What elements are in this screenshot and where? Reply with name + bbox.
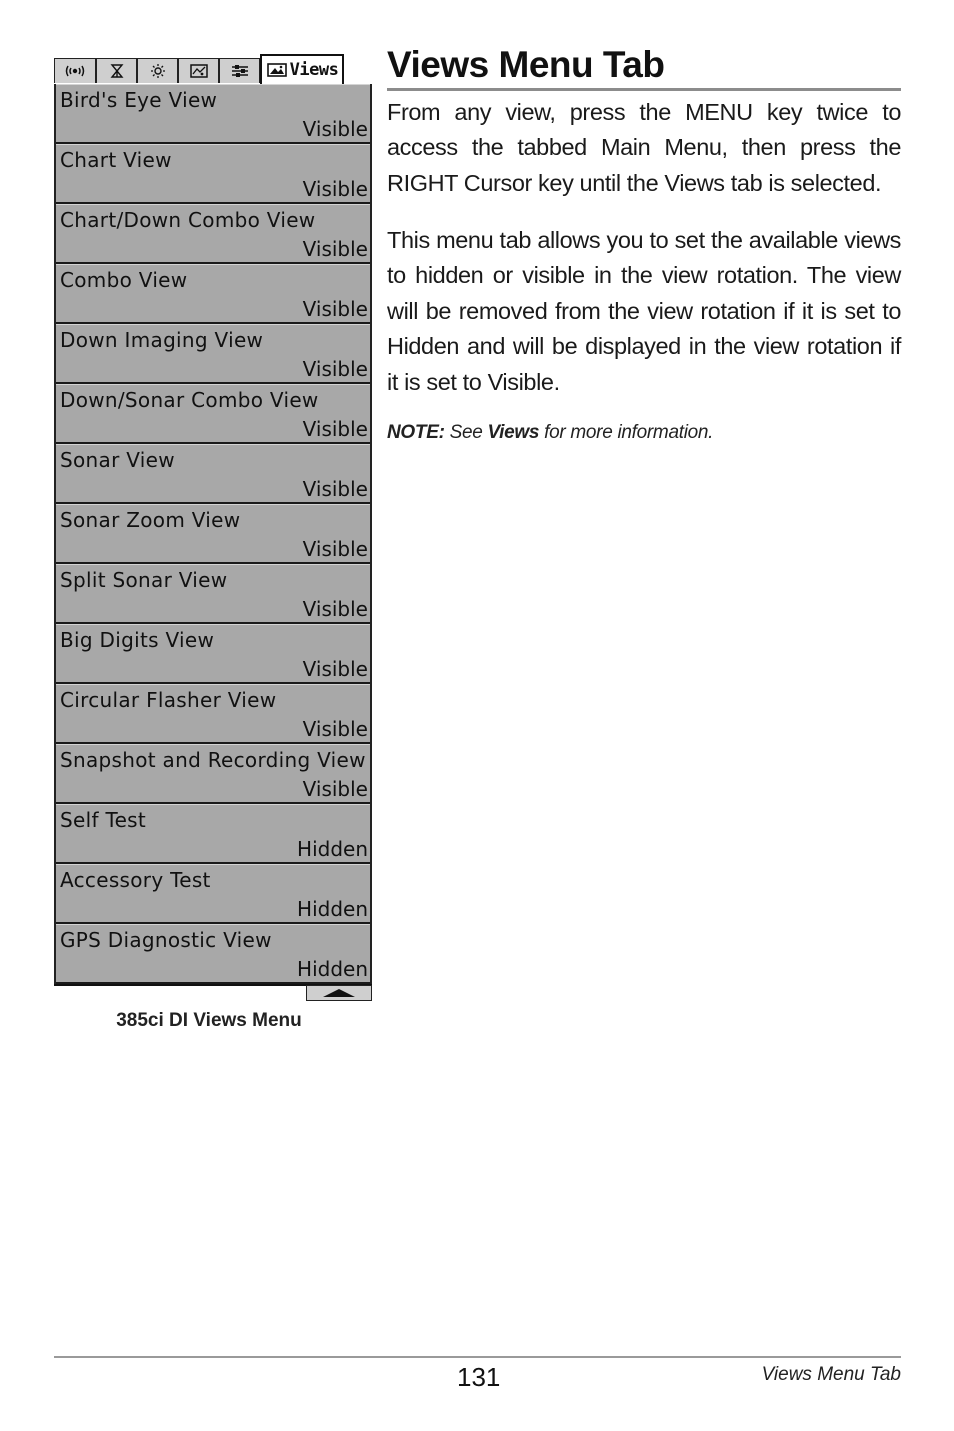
menu-item-down-imaging-view[interactable] <box>56 324 370 384</box>
menu-item-state[interactable]: Hidden <box>297 897 368 921</box>
note-reference: Views <box>487 422 540 443</box>
tab-navigation[interactable] <box>96 58 137 83</box>
menu-item-name: Split Sonar View <box>60 568 228 592</box>
sun-icon <box>147 63 169 79</box>
menu-item-state[interactable]: Visible <box>302 117 368 141</box>
menu-item-state[interactable]: Visible <box>302 357 368 381</box>
menu-item-name: GPS Diagnostic View <box>60 928 272 952</box>
menu-item-state[interactable]: Hidden <box>297 837 368 861</box>
views-menu-screenshot <box>54 54 372 1002</box>
menu-item-name: Bird's Eye View <box>60 88 218 112</box>
menu-item-sonar-view[interactable] <box>56 444 370 504</box>
page-number: 131 <box>457 1362 501 1392</box>
menu-item-down-sonar-combo-view[interactable] <box>56 384 370 444</box>
menu-item-sonar-zoom-view[interactable] <box>56 504 370 564</box>
running-head: Views Menu Tab <box>761 1364 901 1385</box>
menu-item-state[interactable]: Visible <box>302 237 368 261</box>
menu-tab-bar <box>54 54 372 84</box>
intro-paragraph: From any view, press the MENU key twice to access the tabbed Main Menu, then press the RIGHT Cursor key until the Views tab is selected. <box>387 99 901 196</box>
tab-chart[interactable] <box>178 58 219 83</box>
menu-item-name: Down/Sonar Combo View <box>60 388 319 412</box>
menu-item-name: Sonar Zoom View <box>60 508 241 532</box>
menu-item-birds-eye-view[interactable] <box>56 84 370 144</box>
menu-item-chart-down-combo-view[interactable] <box>56 204 370 264</box>
menu-item-state[interactable]: Visible <box>302 717 368 741</box>
menu-item-state[interactable]: Visible <box>302 597 368 621</box>
menu-item-state[interactable]: Visible <box>302 477 368 501</box>
note-text-post: for more information. <box>539 422 714 443</box>
menu-item-snapshot-recording-view[interactable] <box>56 744 370 804</box>
menu-item-state[interactable]: Hidden <box>297 957 368 981</box>
scroll-up-button[interactable] <box>306 985 372 1001</box>
navigation-icon <box>106 63 128 79</box>
figure-caption: 385ci DI Views Menu <box>116 1010 302 1031</box>
settings-sliders-icon <box>229 63 251 79</box>
menu-item-big-digits-view[interactable] <box>56 624 370 684</box>
menu-item-self-test[interactable] <box>56 804 370 864</box>
menu-item-name: Snapshot and Recording View <box>60 748 366 772</box>
menu-item-name: Accessory Test <box>60 868 211 892</box>
menu-footer <box>54 984 372 1002</box>
menu-item-accessory-test[interactable] <box>56 864 370 924</box>
menu-item-name: Combo View <box>60 268 188 292</box>
menu-item-name: Chart/Down Combo View <box>60 208 316 232</box>
map-icon <box>188 63 210 79</box>
description-paragraph: This menu tab allows you to set the available views to hidden or visible in the view rotation. The view will be removed from the view rotation if it is set to Hidden and will be displayed in the view rotation if it is set to Visible. <box>387 227 901 395</box>
sonar-waves-icon <box>64 63 86 79</box>
menu-item-state[interactable]: Visible <box>302 777 368 801</box>
menu-item-name: Big Digits View <box>60 628 215 652</box>
note-text-pre: See <box>444 422 488 443</box>
tab-alarms[interactable] <box>54 58 96 83</box>
menu-item-name: Down Imaging View <box>60 328 264 352</box>
menu-item-state[interactable]: Visible <box>302 297 368 321</box>
title-rule <box>387 88 901 91</box>
menu-item-circular-flasher-view[interactable] <box>56 684 370 744</box>
menu-item-name: Sonar View <box>60 448 175 472</box>
tab-settings[interactable] <box>219 58 260 83</box>
menu-item-name: Circular Flasher View <box>60 688 277 712</box>
menu-item-gps-diagnostic-view[interactable] <box>56 924 370 984</box>
menu-item-state[interactable]: Visible <box>302 177 368 201</box>
menu-item-name: Chart View <box>60 148 172 172</box>
footer-rule <box>54 1356 901 1358</box>
tab-views[interactable] <box>260 54 344 84</box>
views-picture-icon <box>266 62 288 78</box>
note <box>387 422 713 444</box>
views-menu-list <box>54 84 372 984</box>
section-title: Views Menu Tab <box>387 44 665 85</box>
note-label: NOTE: <box>387 422 445 443</box>
menu-item-state[interactable]: Visible <box>302 417 368 441</box>
menu-item-split-sonar-view[interactable] <box>56 564 370 624</box>
tab-views-label: Views <box>289 60 339 80</box>
scroll-up-arrow-icon <box>319 988 359 998</box>
menu-item-state[interactable]: Visible <box>302 537 368 561</box>
menu-item-state[interactable]: Visible <box>302 657 368 681</box>
menu-item-name: Self Test <box>60 808 147 832</box>
menu-item-chart-view[interactable] <box>56 144 370 204</box>
tab-setup[interactable] <box>137 58 178 83</box>
menu-item-combo-view[interactable] <box>56 264 370 324</box>
